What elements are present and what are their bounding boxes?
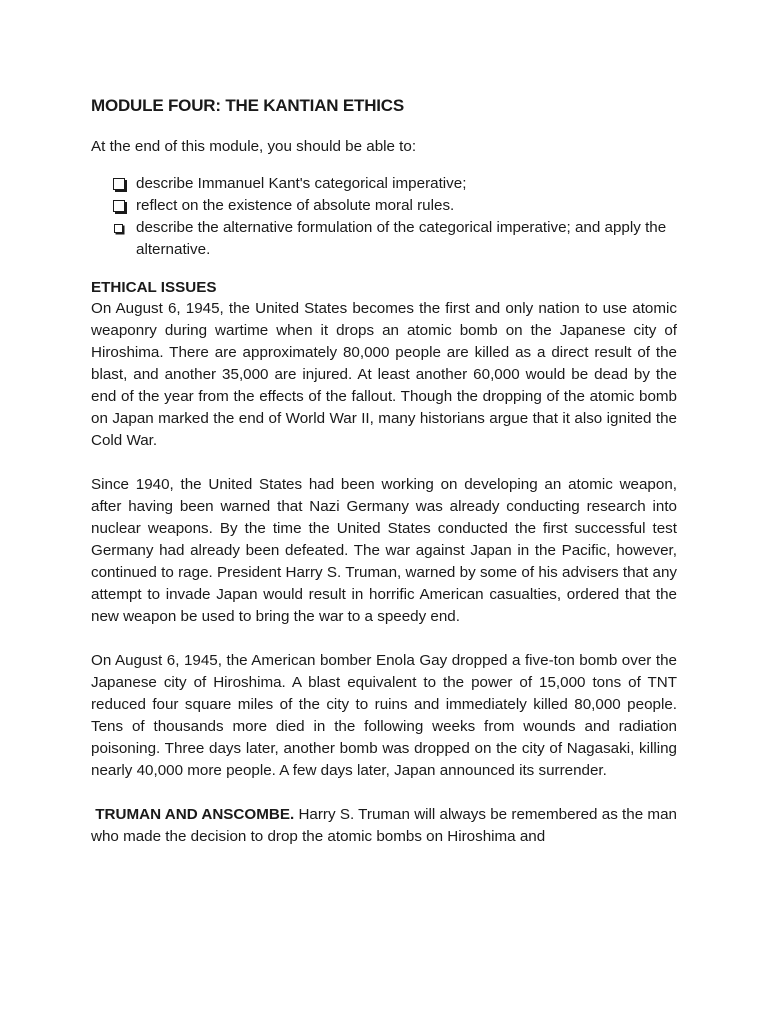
objective-text: reflect on the existence of absolute moral rules. <box>136 197 455 214</box>
section-heading-truman-anscombe: TRUMAN AND ANSCOMBE. <box>95 806 295 823</box>
list-item <box>113 217 677 261</box>
section-heading-ethical-issues: ETHICAL ISSUES <box>91 279 217 296</box>
intro-text: At the end of this module, you should be able to: <box>91 138 417 155</box>
paragraph-spacer <box>91 628 677 650</box>
document-page <box>91 96 677 848</box>
paragraph-2: Since 1940, the United States had been working on developing an atomic weapon, after having been warned that Nazi Germany was already conducting research into nuclear weapons. By the time the United States conducted the first successful test Germany had already been defeated. The war against Japan in the Pacific, however, continued to rage. President Harry S. Truman, warned by some of his advisers that any attempt to invade Japan would result in horrific American casualties, ordered that the new weapon be used to bring the war to a speedy end. <box>91 476 677 625</box>
module-title: MODULE FOUR: THE KANTIAN ETHICS <box>91 96 405 115</box>
paragraph-spacer <box>91 782 677 804</box>
paragraph-spacer <box>91 452 677 474</box>
truman-anscombe-text: Harry S. Truman will always be remembered as the man who made the decision to drop the atomic bombs on Hiroshima and <box>91 806 677 845</box>
checkbox-bullet-icon <box>113 178 125 190</box>
paragraph-1: On August 6, 1945, the United States becomes the first and only nation to use atomic weaponry during wartime when it drops an atomic bomb on the Japanese city of Hiroshima. There are approximately 80,000 people are killed as a direct result of the blast, and another 35,000 are injured. At least another 60,000 would be dead by the end of the year from the effects of the fallout. Though the dropping of the atomic bomb on Japan marked the end of World War II, many historians argue that it also ignited the Cold War. <box>91 300 677 449</box>
objectives-list <box>113 173 677 261</box>
checkbox-bullet-icon <box>114 224 123 233</box>
checkbox-bullet-icon <box>113 200 125 212</box>
paragraph-truman-anscombe <box>91 804 677 848</box>
list-item <box>113 195 677 217</box>
objective-text: describe the alternative formulation of the categorical imperative; and apply the alternative. <box>136 219 667 258</box>
list-item <box>113 173 677 195</box>
objective-text: describe Immanuel Kant's categorical imperative; <box>136 175 467 192</box>
paragraph-3: On August 6, 1945, the American bomber Enola Gay dropped a five-ton bomb over the Japanese city of Hiroshima. A blast equivalent to the power of 15,000 tons of TNT reduced four square miles of the city to ruins and immediately killed 80,000 people. Tens of thousands more died in the following weeks from wounds and radiation poisoning. Three days later, another bomb was dropped on the city of Nagasaki, killing nearly 40,000 more people. A few days later, Japan announced its surrender. <box>91 652 677 779</box>
